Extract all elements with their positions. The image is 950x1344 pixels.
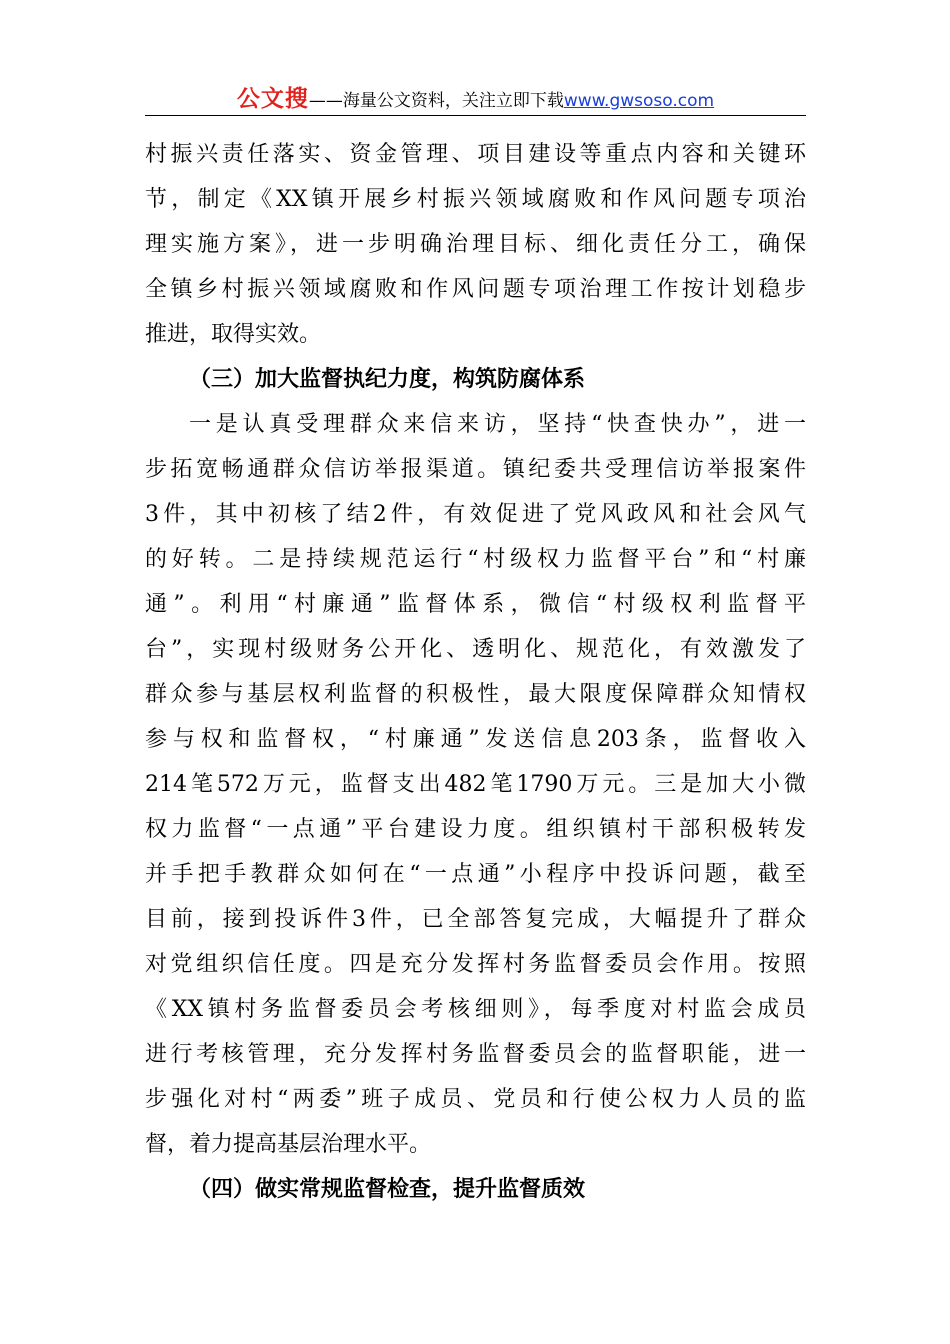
body-line: 的好转。二是持续规范运行“村级权力监督平台”和“村廉: [145, 547, 806, 572]
website-link[interactable]: www.gwsoso.com: [563, 91, 715, 111]
brand-logo-text: 公文搜: [236, 86, 309, 112]
body-line: 对党组织信任度。四是充分发挥村务监督委员会作用。按照: [145, 952, 806, 977]
body-line: 节，制定《XX镇开展乡村振兴领域腐败和作风问题专项治: [145, 187, 806, 212]
header-tagline: ——海量公文资料，关注立即下载: [308, 91, 564, 111]
body-line: 目前，接到投诉件3件，已全部答复完成，大幅提升了群众: [145, 907, 806, 932]
body-line: 推进，取得实效。: [145, 322, 322, 347]
body-line: 督，着力提高基层治理水平。: [145, 1132, 432, 1157]
body-line: 并手把手教群众如何在“一点通”小程序中投诉问题，截至: [145, 862, 806, 887]
section-heading-4: （四）做实常规监督检查，提升监督质效: [189, 1176, 586, 1202]
body-line: 《XX镇村务监督委员会考核细则》，每季度对村监会成员: [145, 997, 806, 1022]
body-line: 3件，其中初核了结2件，有效促进了党风政风和社会风气: [145, 502, 806, 527]
body-line: 村振兴责任落实、资金管理、项目建设等重点内容和关键环: [145, 142, 806, 167]
body-line: 进行考核管理，充分发挥村务监督委员会的监督职能，进一: [145, 1042, 806, 1067]
body-line: 214笔572万元，监督支出482笔1790万元。三是加大小微: [145, 772, 806, 797]
document-body: [145, 132, 806, 1212]
body-line: 台”，实现村级财务公开化、透明化、规范化，有效激发了: [145, 637, 806, 662]
body-line: 权力监督“一点通”平台建设力度。组织镇村干部积极转发: [145, 817, 806, 842]
body-line: 步强化对村“两委”班子成员、党员和行使公权力人员的监: [145, 1087, 806, 1112]
body-line: 步拓宽畅通群众信访举报渠道。镇纪委共受理信访举报案件: [145, 457, 806, 482]
body-line: 通”。利用“村廉通”监督体系，微信“村级权利监督平: [145, 592, 806, 617]
page-header: [145, 80, 806, 116]
paragraph-start-line: 一是认真受理群众来信来访，坚持“快查快办”，进一: [189, 412, 806, 437]
body-line: 全镇乡村振兴领域腐败和作风问题专项治理工作按计划稳步: [145, 277, 806, 302]
body-line: 参与权和监督权，“村廉通”发送信息203条，监督收入: [145, 727, 806, 752]
header-divider: [145, 115, 806, 116]
section-heading-3: （三）加大监督执纪力度，构筑防腐体系: [189, 366, 586, 392]
body-line: 理实施方案》，进一步明确治理目标、细化责任分工，确保: [145, 232, 806, 257]
body-line: 群众参与基层权利监督的积极性，最大限度保障群众知情权: [145, 682, 806, 707]
